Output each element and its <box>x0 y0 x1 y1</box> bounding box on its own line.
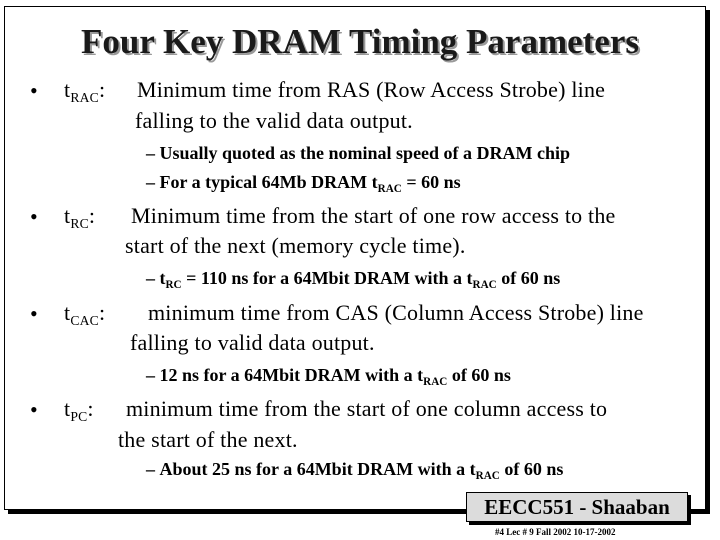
bullet-dot: • <box>30 204 38 229</box>
bullet-cac-line1: minimum time from CAS (Column Access Strobe) line <box>148 300 644 325</box>
bullet-rac-line1: Minimum time from RAS (Row Access Strobe) line <box>137 77 606 102</box>
subpoint-rac-1: – Usually quoted as the nominal speed of a DRAM chip <box>146 143 571 163</box>
slide-footer: #4 Lec # 9 Fall 2002 10-17-2002 <box>495 527 616 537</box>
bullet-rac-term: $t_{RAC}$: <box>64 77 106 105</box>
subpoint-pc-1: – About 25 ns for a 64Mbit DRAM with a $t_{RAC}$ of 60 ns <box>146 459 564 482</box>
bullet-dot: • <box>30 397 38 422</box>
course-badge: EECC551 - Shaaban <box>466 492 688 522</box>
bullet-cac-term: $t_{CAC}$: <box>64 300 106 328</box>
bullet-pc-term: $t_{PC}$: <box>64 396 94 424</box>
subpoint-rc-1: – $t_{RC} = 110$ ns for a 64Mbit DRAM with a $t_{RAC}$ of 60 ns <box>146 268 561 291</box>
slide-title: Four Key DRAM Timing Parameters <box>81 22 639 61</box>
bullet-dot: • <box>30 301 38 326</box>
bullet-rac-line2: falling to the valid data output. <box>135 108 413 133</box>
bullet-rc-line2: start of the next (memory cycle time). <box>125 233 466 258</box>
bullet-pc-line1: minimum time from the start of one column access to <box>126 396 608 421</box>
subpoint-cac-1: – 12 ns for a 64Mbit DRAM with a $t_{RAC}$ of 60 ns <box>146 365 511 388</box>
bullet-pc-line2: the start of the next. <box>118 427 298 452</box>
bullet-rc-line1: Minimum time from the start of one row access to the <box>131 203 616 228</box>
bullet-dot: • <box>30 78 38 103</box>
bullet-rc-term: $t_{RC}$: <box>64 203 96 231</box>
bullet-cac-line2: falling to valid data output. <box>130 330 375 355</box>
subpoint-rac-2: – For a typical 64Mb DRAM $t_{RAC} = 60$ ns <box>146 172 461 195</box>
